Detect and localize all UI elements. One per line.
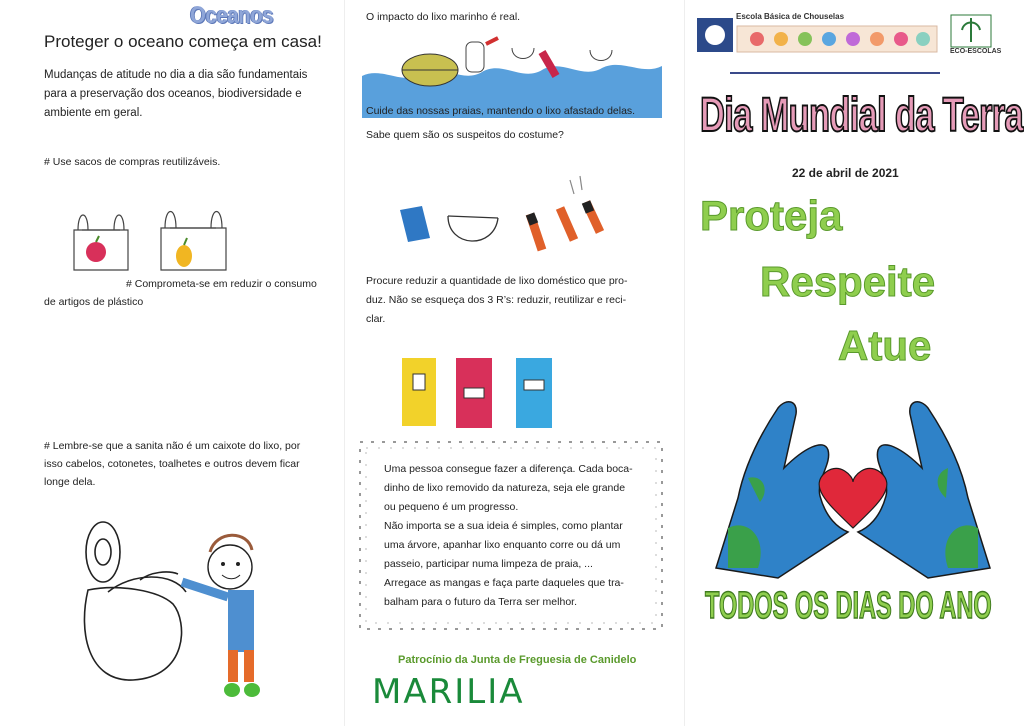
word-proteja: Proteja: [700, 192, 843, 239]
box-line-8: balham para o futuro da Terra ser melhor.: [384, 596, 577, 608]
handwritten-signature: MARILIA: [372, 672, 525, 712]
child-figure: [182, 535, 260, 697]
box-line-3: ou pequeno é um progresso.: [384, 501, 519, 513]
tip-reduce-plastic-2: de artigos de plástico: [44, 296, 144, 308]
bag-yellow-pear: [161, 212, 226, 271]
suspects-line: Sabe quem são os suspeitos do costume?: [366, 129, 564, 141]
tip-reduce-plastic-1: # Comprometa-se em reduzir o consumo: [126, 278, 317, 290]
header-divider: [730, 72, 940, 74]
tip-toilet-3: longe dela.: [44, 476, 96, 488]
beach-line: Cuide das nossas praias, mantendo o lixo afastado delas.: [366, 105, 636, 117]
reduce-line-2: duz. Não se esqueça dos 3 R’s: reduzir, reutilizar e reci-: [366, 294, 627, 306]
impact-line: O impacto do lixo marinho é real.: [366, 11, 521, 23]
intro-line-3: ambiente em geral.: [44, 107, 143, 119]
intro-line-2: para a preservação dos oceanos, biodiversidade e: [44, 88, 302, 100]
reduce-line-3: clar.: [366, 313, 386, 325]
box-line-1: Uma pessoa consegue fazer a diferença. Cada boca-: [384, 463, 633, 475]
intro-line-1: Mudanças de atitude no dia a dia são fundamentais: [44, 69, 308, 81]
heart-hands-drawing: [708, 378, 998, 588]
tip-toilet-2: isso cabelos, cotonetes, toalhetes e outros devem ficar: [44, 458, 300, 470]
tip-reusable-bags: # Use sacos de compras reutilizáveis.: [44, 156, 221, 168]
box-line-4: Não importa se a sua ideia é simples, como plantar: [384, 520, 623, 532]
every-day-footer: TODOS OS DIAS DO ANO: [705, 585, 992, 627]
recycling-bins-drawing: [398, 354, 558, 432]
sponsor-credit: Patrocínio da Junta de Freguesia de Canidelo: [398, 654, 637, 666]
box-line-7: Arregace as mangas e faça parte daqueles que tra-: [384, 577, 624, 589]
eco-schools-label: ECO-ESCOLAS: [950, 48, 1002, 55]
box-line-6: passeio, participar numa limpeza de praia, ...: [384, 558, 593, 570]
litter-items-drawing: [390, 170, 630, 260]
school-name: Escola Básica de Chouselas: [736, 12, 845, 21]
event-date: 22 de abril de 2021: [792, 166, 899, 180]
reduce-line-1: Procure reduzir a quantidade de lixo doméstico que pro-: [366, 275, 628, 287]
toilet-and-child-drawing: [78, 512, 288, 712]
oceans-heading: Proteger o oceano começa em casa!: [44, 32, 322, 51]
box-line-5: uma árvore, apanhar lixo enquanto corre ou dá um: [384, 539, 621, 551]
oceans-title: Oceanos: [190, 2, 274, 29]
word-atue: Atue: [838, 322, 932, 369]
eco-schools-logo-icon: [950, 14, 992, 48]
earth-day-title: Dia Mundial da Terra: [700, 89, 1023, 142]
word-respeite: Respeite: [760, 258, 936, 305]
reusable-bags-drawing: [66, 200, 241, 280]
tip-toilet-1: # Lembre-se que a sanita não é um caixote do lixo, por: [44, 440, 301, 452]
box-line-2: dinho de lixo removido da natureza, seja ele grande: [384, 482, 626, 494]
bag-red-apple: [74, 215, 128, 270]
